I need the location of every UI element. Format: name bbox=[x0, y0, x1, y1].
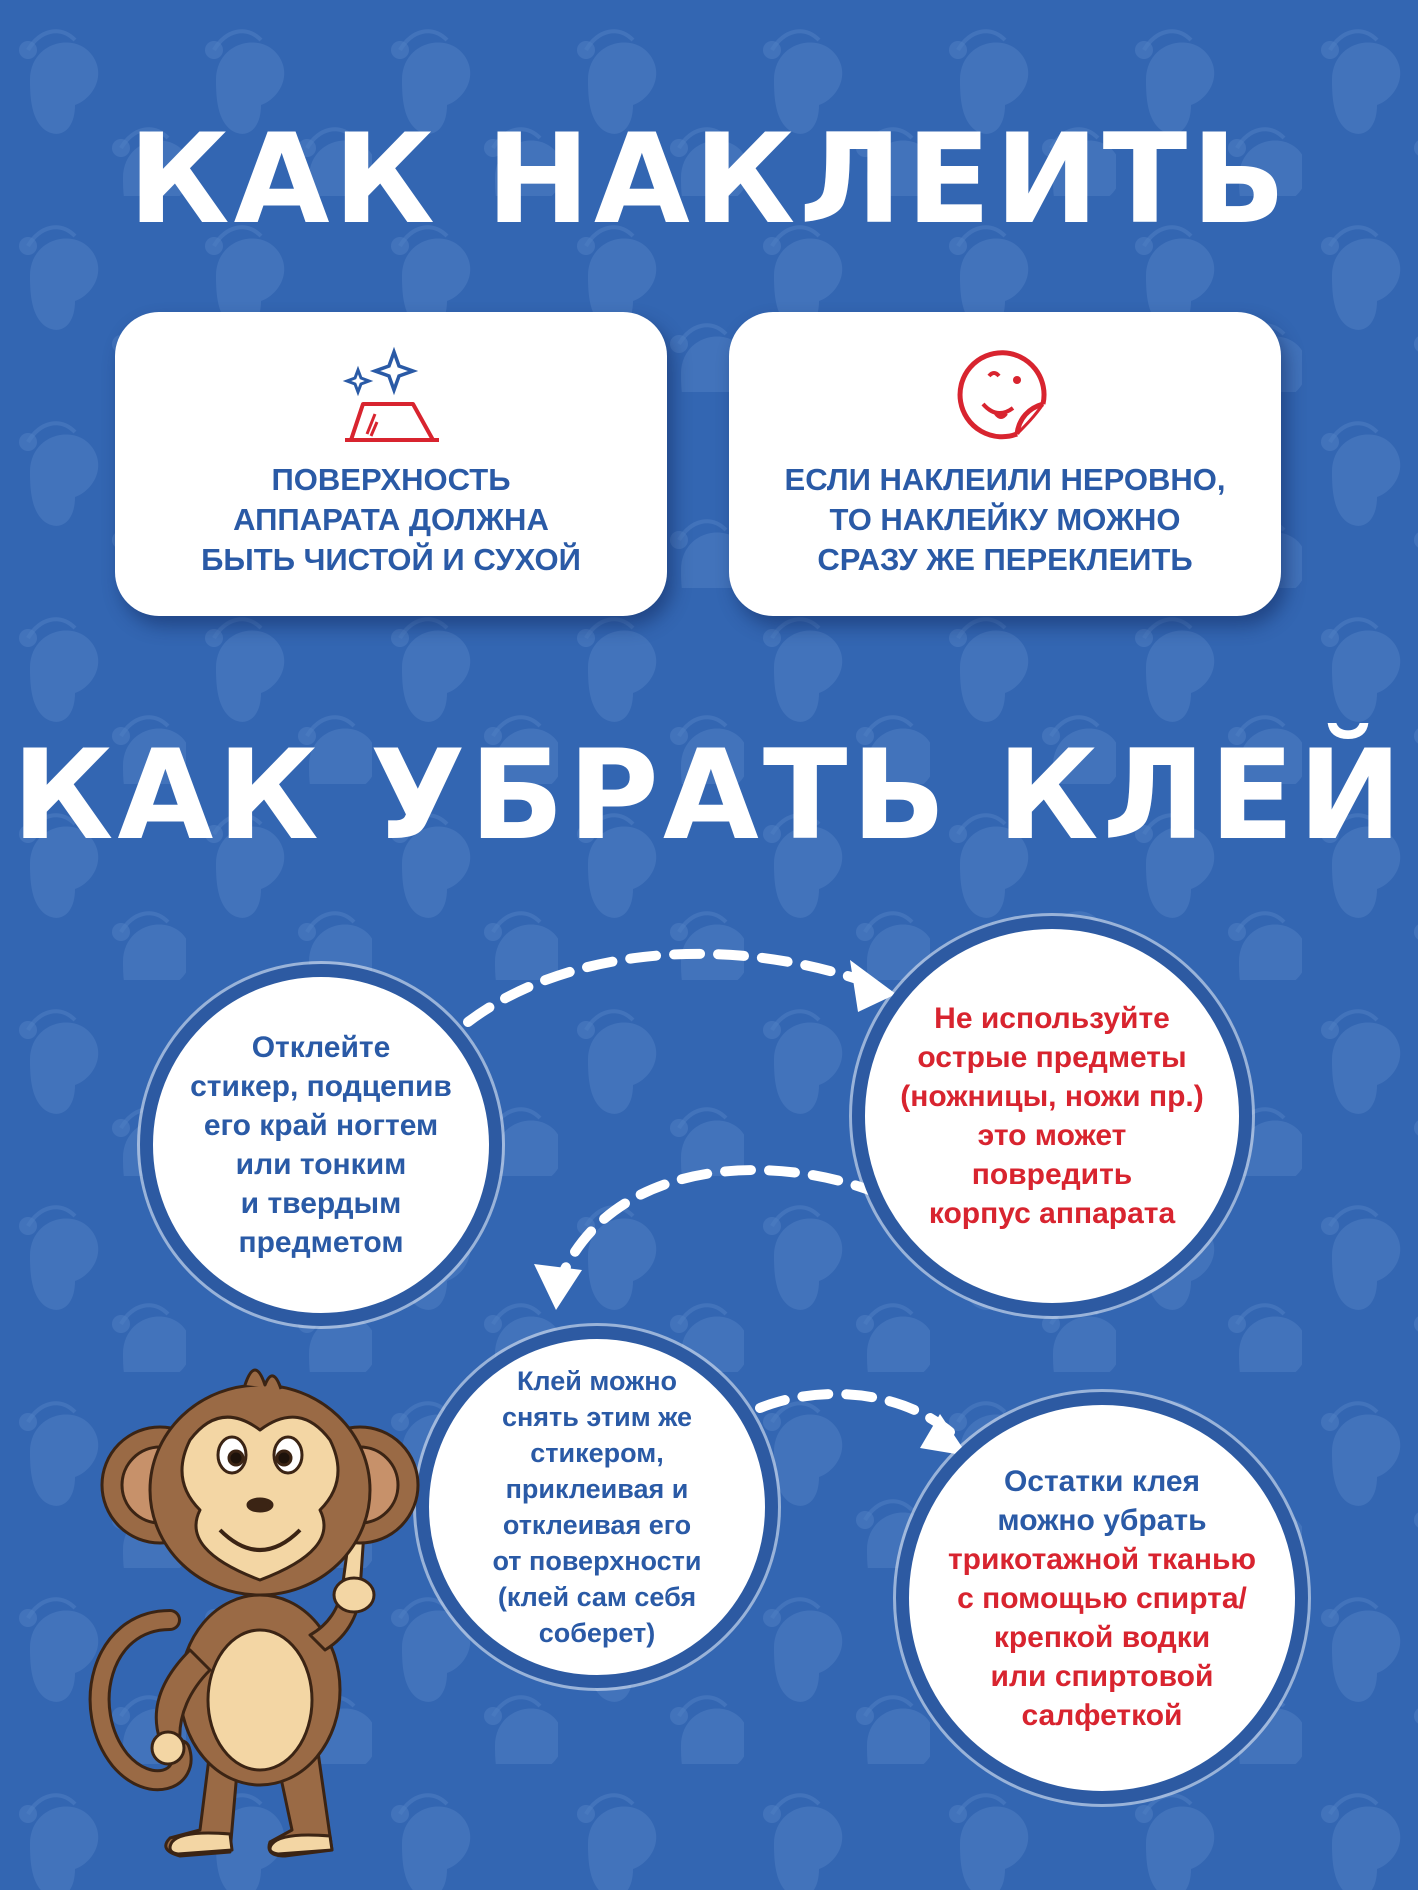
step-residue-line: трикотажной тканью bbox=[947, 1542, 1257, 1576]
card-clean-line: БЫТЬ ЧИСТОЙ И СУХОЙ bbox=[201, 542, 581, 577]
arrowhead-reuse bbox=[534, 1264, 582, 1310]
step-peel-line: и твердым bbox=[240, 1187, 402, 1220]
step-residue-line: можно убрать bbox=[997, 1503, 1207, 1537]
step-peel-line: предметом bbox=[238, 1226, 404, 1259]
step-peel-line: Отклейте bbox=[251, 1031, 391, 1064]
step-warning-line: это может bbox=[977, 1119, 1127, 1152]
step-reuse-line: соберет) bbox=[538, 1618, 656, 1648]
step-warning-bubble bbox=[852, 916, 1252, 1316]
step-residue-line: или спиртовой bbox=[990, 1659, 1214, 1693]
step-residue-line: салфеткой bbox=[1021, 1698, 1183, 1732]
step-warning-line: острые предметы bbox=[917, 1041, 1187, 1074]
step-reuse-line: стикером, bbox=[530, 1438, 664, 1468]
step-warning-line: Не используйте bbox=[934, 1002, 1170, 1035]
card-restick-line: ЕСЛИ НАКЛЕИЛИ НЕРОВНО, bbox=[784, 462, 1226, 497]
step-reuse-line: отклеивая его bbox=[502, 1510, 692, 1540]
card-clean-line: ПОВЕРХНОСТЬ bbox=[271, 462, 511, 497]
monkey-mascot-icon bbox=[60, 1290, 480, 1870]
step-reuse-line: от поверхности bbox=[492, 1546, 702, 1576]
step-peel-line: его край ногтем bbox=[203, 1109, 439, 1142]
heading-how-to-remove-glue: КАК УБРАТЬ КЛЕЙ bbox=[12, 724, 1406, 868]
step-reuse-line: приклеивая и bbox=[505, 1474, 689, 1504]
step-residue-line: Остатки клея bbox=[1003, 1464, 1201, 1498]
step-residue-line: с помощью спирта/ bbox=[957, 1581, 1247, 1615]
step-warning-line: повредить bbox=[971, 1158, 1133, 1191]
step-reuse-line: снять этим же bbox=[501, 1402, 693, 1432]
arrow-warning-to-reuse bbox=[560, 1170, 880, 1280]
heading-how-to-stick: КАК НАКЛЕИТЬ bbox=[128, 108, 1290, 252]
card-restick-line: СРАЗУ ЖЕ ПЕРЕКЛЕИТЬ bbox=[817, 542, 1193, 577]
step-peel-line: стикер, подцепив bbox=[190, 1070, 452, 1103]
arrow-peel-to-warning bbox=[468, 954, 872, 1022]
step-peel-line: или тонким bbox=[235, 1148, 407, 1181]
step-warning-line: (ножницы, ножи пр.) bbox=[900, 1080, 1204, 1113]
step-reuse-line: Клей можно bbox=[516, 1366, 678, 1396]
card-restick-line: ТО НАКЛЕЙКУ МОЖНО bbox=[829, 502, 1181, 537]
step-residue-line: крепкой водки bbox=[993, 1620, 1211, 1654]
step-reuse-line: (клей сам себя bbox=[497, 1582, 697, 1612]
step-residue-bubble bbox=[896, 1392, 1308, 1804]
step-warning-line: корпус аппарата bbox=[928, 1197, 1176, 1230]
step-peel-bubble bbox=[140, 964, 502, 1326]
arrow-reuse-to-residue bbox=[760, 1394, 950, 1432]
card-clean-line: АППАРАТА ДОЛЖНА bbox=[233, 502, 549, 537]
